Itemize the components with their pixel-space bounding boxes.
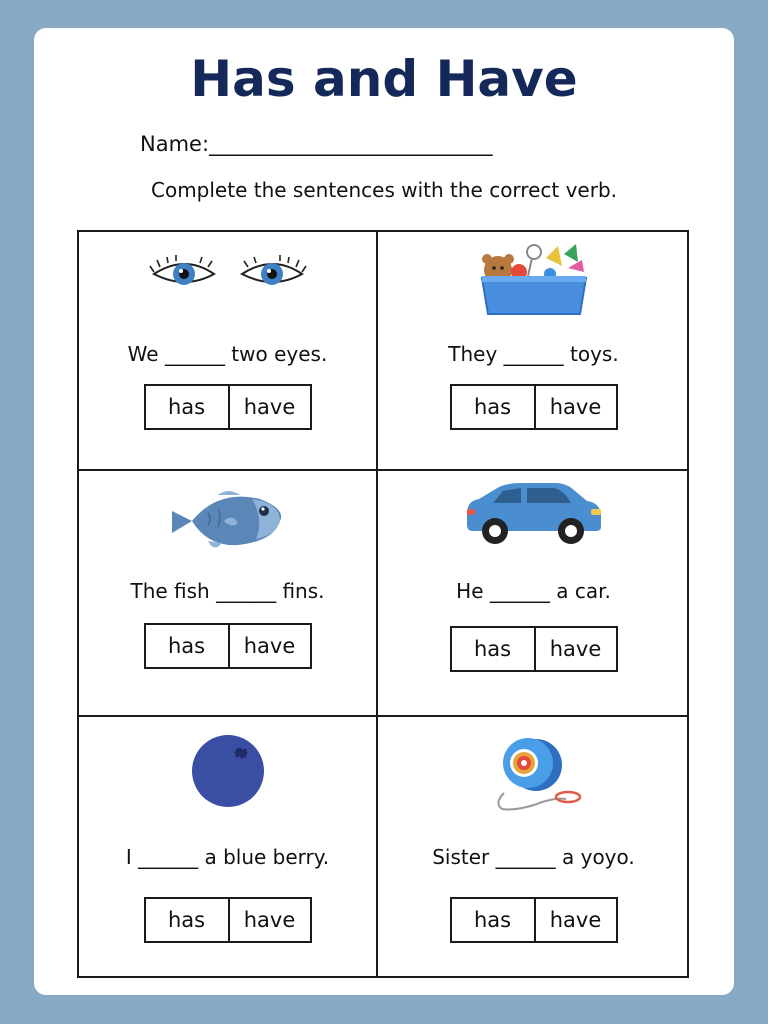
sentence-text: We ______ two eyes.: [127, 342, 328, 366]
exercise-cell: [79, 232, 376, 469]
sentence-text: They ______ toys.: [448, 342, 619, 366]
option-have[interactable]: have: [534, 899, 616, 941]
sentence-text: Sister ______ a yoyo.: [432, 845, 635, 869]
sentence-text: The fish ______ fins.: [130, 579, 325, 603]
option-has[interactable]: has: [167, 908, 206, 932]
answer-options: [144, 623, 312, 669]
exercise-cell: [378, 717, 689, 978]
toy-box-icon: [472, 238, 596, 316]
yoyo-icon: [484, 735, 584, 815]
answer-options: [144, 384, 312, 430]
option-have[interactable]: have: [228, 386, 310, 428]
exercise-cell: [378, 471, 689, 715]
worksheet-title: Has and Have: [190, 50, 578, 108]
answer-options: [450, 897, 618, 943]
option-has[interactable]: has: [473, 908, 512, 932]
name-field[interactable]: Name:___________________________: [140, 132, 493, 156]
exercise-cell: [378, 232, 689, 469]
answer-options: [450, 384, 618, 430]
instructions-text: Complete the sentences with the correct verb.: [151, 178, 617, 202]
worksheet-page: [34, 28, 734, 995]
option-has[interactable]: has: [167, 395, 206, 419]
option-has[interactable]: has: [473, 395, 512, 419]
fish-icon: [168, 483, 288, 555]
eyes-icon: [148, 254, 308, 294]
exercise-cell: [79, 717, 376, 978]
option-have[interactable]: have: [228, 899, 310, 941]
answer-options: [144, 897, 312, 943]
sentence-text: He ______ a car.: [456, 579, 611, 603]
option-has[interactable]: has: [167, 634, 206, 658]
exercise-grid: [77, 230, 689, 978]
option-have[interactable]: have: [534, 386, 616, 428]
option-have[interactable]: have: [228, 625, 310, 667]
sentence-text: I ______ a blue berry.: [125, 845, 330, 869]
car-icon: [463, 483, 605, 549]
exercise-cell: [79, 471, 376, 715]
option-has[interactable]: has: [473, 637, 512, 661]
blueberry-icon: [190, 735, 266, 807]
answer-options: [450, 626, 618, 672]
option-have[interactable]: have: [534, 628, 616, 670]
